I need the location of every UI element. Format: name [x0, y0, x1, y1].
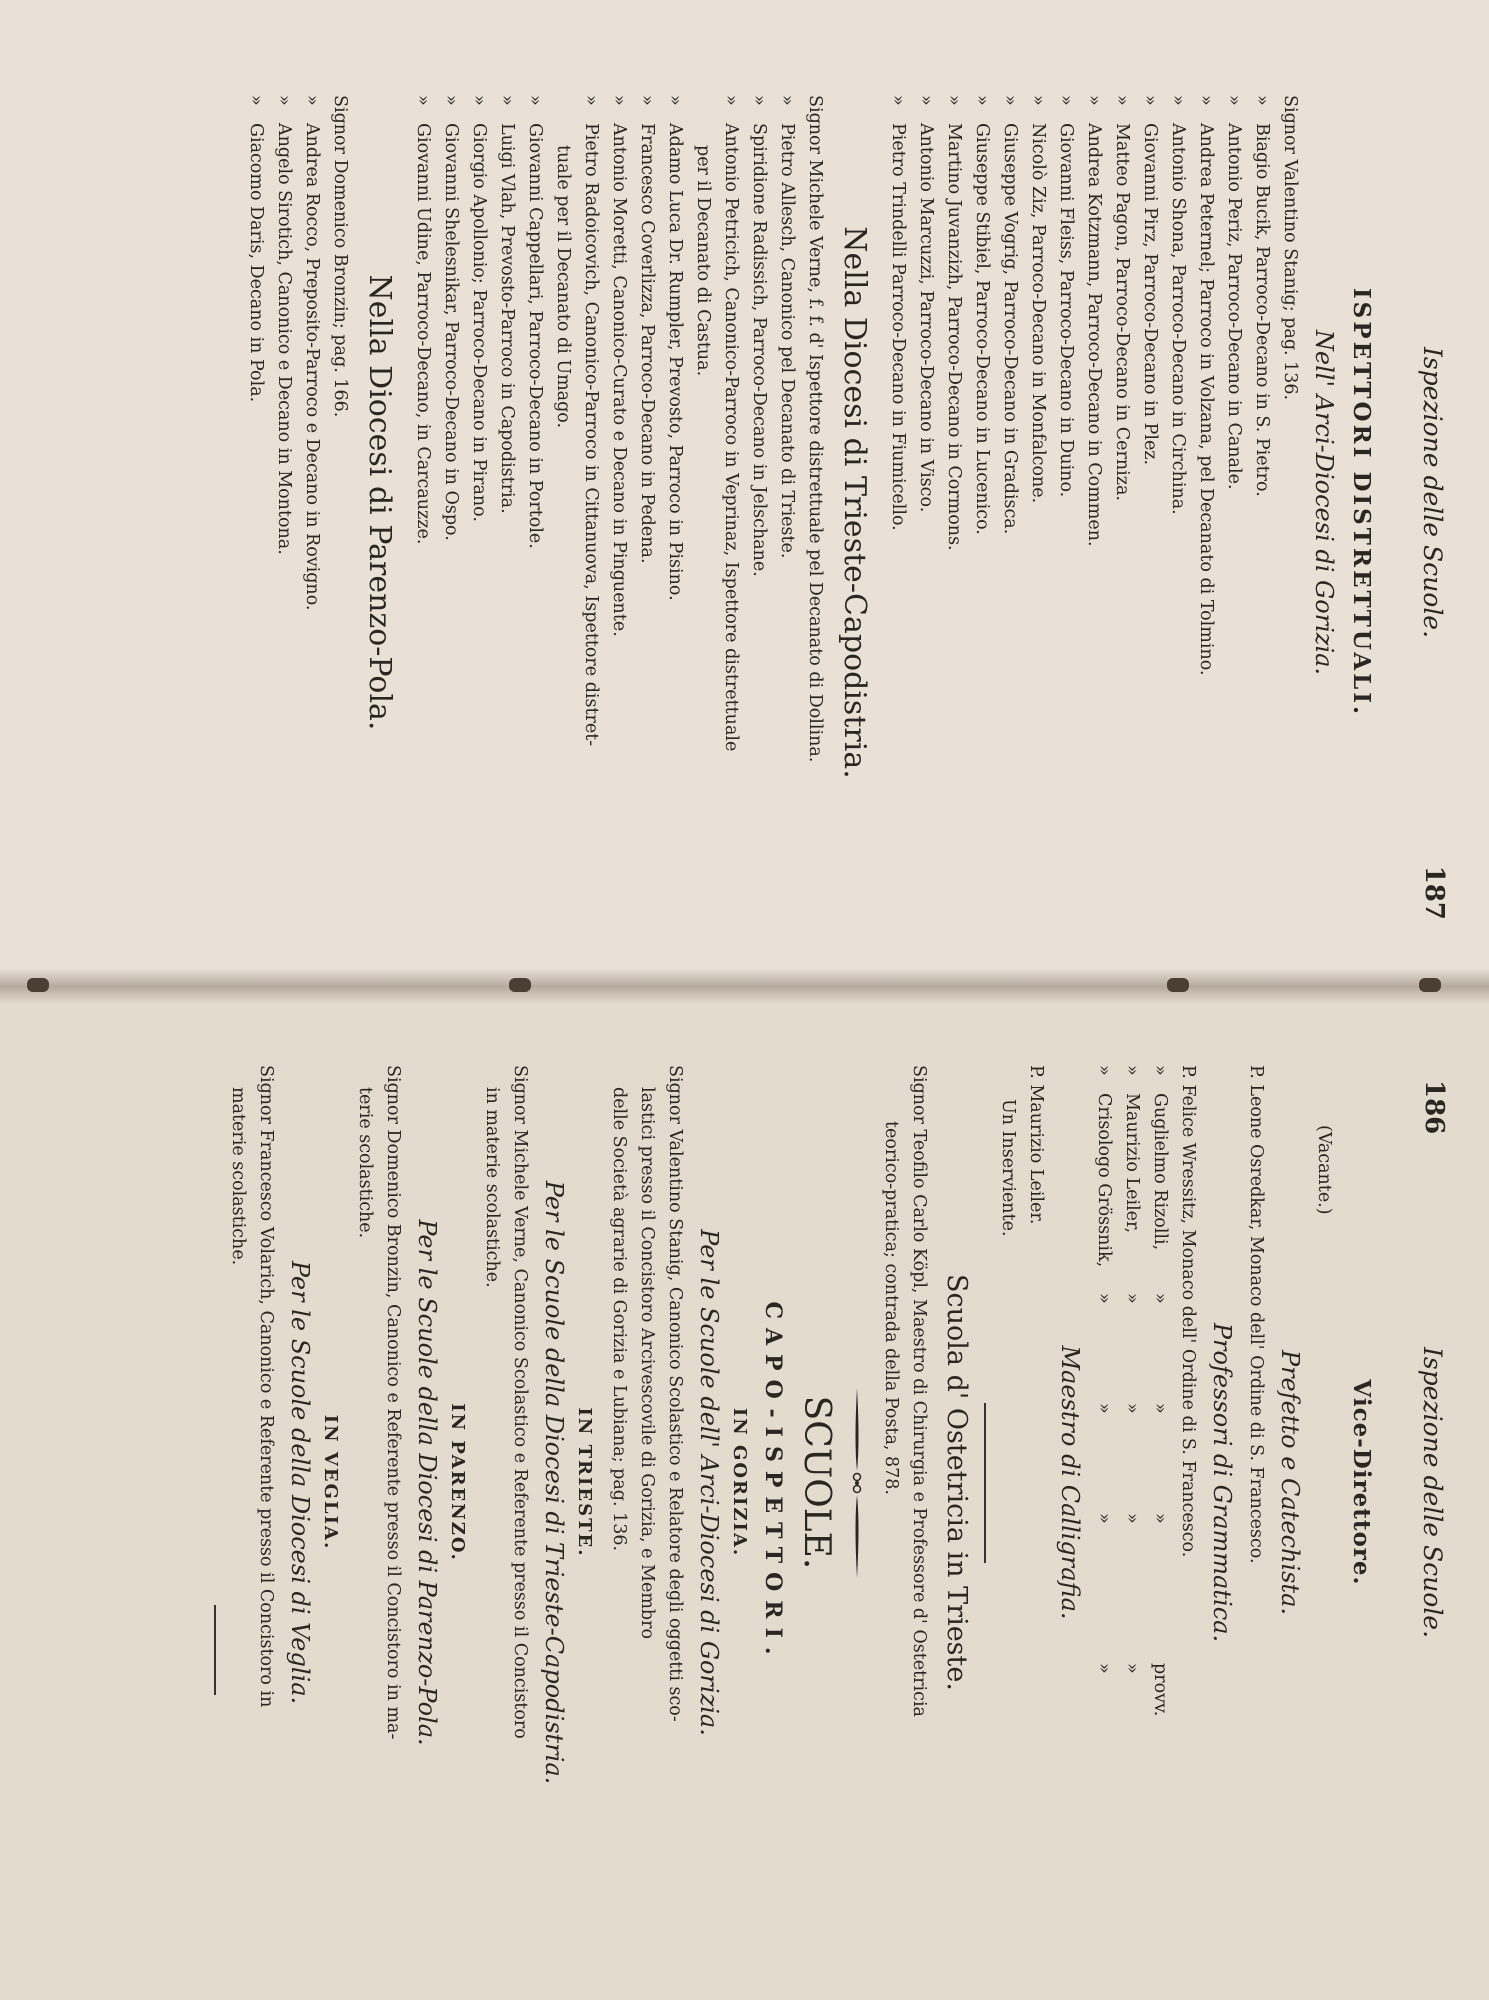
gorizia-line: Signor Valentino Stanig, Canonico Scolastico e Relatore degli oggetti sco-: [665, 1065, 685, 1722]
list-item: »Antonio Shona, Parroco-Decano in Circhina.: [1168, 95, 1188, 515]
page-187: [0, 0, 1489, 985]
parenzo-line: Signor Domenico Bronzin, Canonico e Referente presso il Concistoro in ma-: [383, 1065, 403, 1740]
list-item: »Giovanni Cappellari, Parroco-Decano in Portole.: [525, 95, 545, 549]
list-item: Signor Domenico Bronzin; pag. 166.: [330, 95, 350, 418]
list-item: »Antonio Periz, Parroco-Decano in Canale.: [1224, 95, 1244, 490]
list-item: »Angelo Sirotich, Canonico e Decano in Montona.: [274, 95, 294, 555]
inserviente-line: Un Inserviente.: [998, 1099, 1018, 1237]
section-heading: ISPETTORI DISTRETTUALI.: [1348, 287, 1375, 718]
calligrafia-heading: Maestro di Calligrafia.: [1056, 1345, 1084, 1620]
page-body: [242, 95, 1391, 910]
list-item-continuation: per il Decanato di Castua.: [693, 145, 713, 377]
parenzo-list: [242, 95, 354, 910]
prefetto-line: P. Leone Osredkar, Monaco dell' Ordine di S. Francesco.: [1246, 1065, 1266, 1564]
list-item: »Andrea Peternel; Parroco in Volzana, pel Decanato di Tolmino.: [1196, 95, 1216, 676]
list-item: »Giovanni Shelesnikar, Parroco-Decano in Ospo.: [441, 95, 461, 541]
parenzo-subheading: Nella Diocesi di Parenzo-Pola.: [362, 274, 397, 731]
capo-ispettori-heading: CAPO-ISPETTORI.: [760, 1301, 786, 1664]
vice-direttore-heading: Vice-Direttore.: [1348, 1379, 1375, 1586]
list-item: »Antonio Moretti, Canonico-Curato e Decano in Pinguente.: [609, 95, 629, 637]
prefetto-heading: Prefetto e Catechista.: [1276, 1349, 1304, 1616]
list-item: Signor Michele Verne, f. f. d' Ispettore distrettuale pel Decanato di Dollina.: [805, 95, 825, 763]
binding-stitch: [1419, 978, 1441, 992]
calligrafia-line: P. Maurizio Leiler.: [1026, 1065, 1046, 1225]
list-item: »Biagio Bucik, Parroco-Decano in S. Pietro.: [1252, 95, 1272, 497]
page-186: [0, 985, 1489, 2000]
scuole-heading: SCUOLE.: [796, 1395, 837, 1570]
professori-list: [1090, 1065, 1202, 1900]
gorizia-city: IN GORIZIA.: [729, 1407, 750, 1558]
ostetricia-line: teorico-pratica; contrada della Posta, 878.: [881, 1121, 901, 1495]
list-item: »Pietro Radoicovich, Canonico-Parroco in Cittanuova, Ispettore distret-: [581, 95, 601, 747]
vacante-line: (Vacante.): [1314, 1125, 1334, 1215]
gorizia-list: [884, 95, 1304, 910]
list-item: »Giuseppe Stibiel, Parroco-Decano in Lucenico.: [972, 95, 992, 535]
ornament-divider: [845, 1383, 869, 1583]
running-title: Ispezione delle Scuole.: [1418, 1346, 1447, 1639]
list-item: »Spiridione Radissich, Parroco-Decano in Jelschane.: [749, 95, 769, 577]
veglia-schools-heading: Per le Scuole della Diocesi di Veglia.: [286, 1260, 314, 1705]
trieste-subheading: Nella Diocesi di Trieste-Capodistria.: [837, 226, 872, 779]
running-head: [1409, 0, 1449, 985]
list-item: »Francesco Coverlizza, Parroco-Decano in Pedena.: [637, 95, 657, 564]
list-item: »Maurizio Leiler,»»»»: [1122, 1065, 1142, 1674]
parenzo-city: IN PARENZO.: [447, 1403, 468, 1562]
binding-stitch: [509, 978, 531, 992]
veglia-line: Signor Francesco Volarich, Canonico e Referente presso il Concistoro in: [256, 1065, 276, 1708]
professori-heading: Professori di Grammatica.: [1208, 1322, 1236, 1643]
list-item: »Giorgio Apollonio; Parroco-Decano in Pirano.: [469, 95, 489, 522]
list-item: Signor Valentino Stanig; pag. 136.: [1280, 95, 1300, 401]
list-item: »Giovanni Pirz, Parroco-Decano in Plez.: [1140, 95, 1160, 466]
binding-stitch: [1167, 978, 1189, 992]
list-item: »Antonio Petricich, Canonico-Parroco in Veprinaz, Ispettore distrettuale: [721, 95, 741, 752]
running-head: [1409, 985, 1449, 2000]
page-body: [206, 1065, 1391, 1900]
trieste-city: IN TRIESTE.: [574, 1407, 595, 1558]
list-item: »Matteo Pagon, Parroco-Decano in Cerniza.: [1112, 95, 1132, 501]
end-rule: [214, 1605, 216, 1695]
running-title: Ispezione delle Scuole.: [1418, 346, 1447, 639]
list-item: »Andrea Kotzmann, Parroco-Decano in Commen.: [1084, 95, 1104, 547]
book-gutter: [0, 968, 1489, 1004]
list-item: »Antonio Marcuzzi, Parroco-Decano in Visco.: [916, 95, 936, 513]
trieste-line: Signor Michele Verne, Canonico Scolastico e Referente presso il Concistoro: [510, 1065, 530, 1739]
list-item: »Luigi Vlah, Prevosto-Parroco in Capodistria.: [497, 95, 517, 514]
gorizia-schools-heading: Per le Scuole dell' Arci-Diocesi di Gorizia.: [695, 1229, 723, 1736]
veglia-line: materie scolastiche.: [228, 1087, 248, 1266]
trieste-line: in materie scolastiche.: [482, 1087, 502, 1288]
list-item: »Nicolò Ziz, Parroco-Decano in Monfalcone.: [1028, 95, 1048, 504]
gorizia-line: delle Società agrarie di Gorizia e Lubiana; pag. 136.: [609, 1087, 629, 1552]
parenzo-schools-heading: Per le Scuole della Diocesi di Parenzo-Pola.: [413, 1219, 441, 1746]
section-divider: [984, 1403, 986, 1563]
list-item: »Andrea Rocco, Preposito-Parroco e Decano in Rovigno.: [302, 95, 322, 611]
list-item: »Giuseppe Vogrig, Parroco-Decano in Gradisca.: [1000, 95, 1020, 535]
gorizia-subheading: Nell' Arci-Diocesi di Gorizia.: [1310, 329, 1338, 676]
trieste-list: [409, 95, 829, 910]
list-item: »Pietro Allesch, Canonico pel Decanato di Trieste.: [777, 95, 797, 559]
ostetricia-heading: Scuola d' Ostetricia in Trieste.: [941, 1274, 972, 1691]
page-number: 186: [1419, 1080, 1449, 1135]
list-item: P. Felice Wressitz, Monaco dell' Ordine di S. Francesco.: [1178, 1065, 1198, 1558]
list-item: »Guglielmo Rizolli,»»»provv.: [1150, 1065, 1170, 1717]
list-item: »Giovanni Fleiss, Parroco-Decano in Duino.: [1056, 95, 1076, 498]
veglia-city: IN VEGLIA.: [320, 1414, 341, 1551]
list-item: »Adamo Luca Dr. Rumpler, Prevosto, Parroco in Pisino.: [665, 95, 685, 601]
list-item: »Giovanni Udine, Parroco-Decano, in Carcauzze.: [413, 95, 433, 545]
list-item: »Martino Juvanzizh, Parroco-Decano in Cormons.: [944, 95, 964, 551]
gorizia-line: lastici presso il Concistoro Arcivescovile di Gorizia, e Membro: [637, 1087, 657, 1640]
page-number: 187: [1419, 865, 1449, 920]
ostetricia-line: Signor Teofilo Carlo Köpl, Maestro di Chirurgia e Professore d' Ostetricia: [909, 1065, 929, 1717]
list-item: »Crisologo Grössnik,»»»»: [1094, 1065, 1114, 1674]
binding-stitch: [27, 978, 49, 992]
list-item: »Pietro Trindelli Parroco-Decano in Fiumicello.: [888, 95, 908, 531]
list-item: »Giacomo Daris, Decano in Pola.: [246, 95, 266, 403]
list-item-continuation: tuale per il Decanato di Umago.: [553, 145, 573, 429]
trieste-schools-heading: Per le Scuole della Diocesi di Trieste-Capodistria.: [540, 1180, 568, 1785]
parenzo-line: terie scolastiche.: [355, 1087, 375, 1239]
